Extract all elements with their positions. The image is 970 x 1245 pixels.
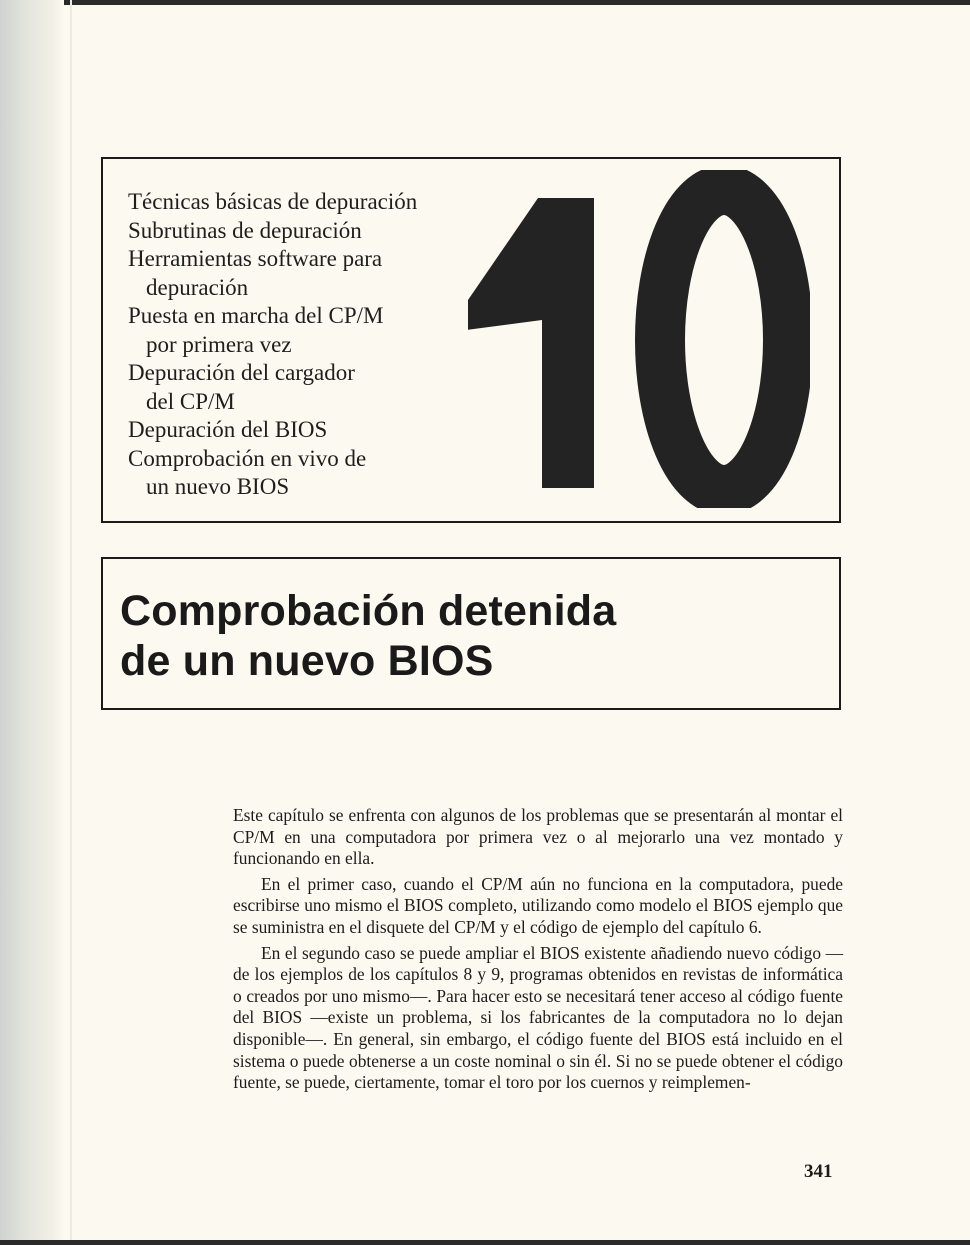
topic-line: Puesta en marcha del CP/M bbox=[128, 303, 384, 328]
topic-line-continued: del CP/M bbox=[146, 388, 235, 414]
topic-item bbox=[128, 302, 417, 359]
chapter-title-line-1: Comprobación detenida bbox=[120, 587, 617, 635]
topic-item bbox=[128, 445, 417, 502]
paragraph: Este capítulo se enfrenta con algunos de los problemas que se presentarán al montar el CP/M en una computadora por primera vez o al mejorarlo una vez montado y funcionando en ella. bbox=[233, 805, 843, 869]
chapter-topics-list bbox=[128, 188, 417, 502]
page-gutter-shadow bbox=[0, 0, 64, 1245]
scan-bottom-edge bbox=[0, 1240, 970, 1245]
chapter-number-digit-zero bbox=[660, 190, 788, 490]
topic-line: Depuración del BIOS bbox=[128, 417, 328, 442]
page-number: 341 bbox=[804, 1161, 833, 1182]
chapter-number-digit-one bbox=[468, 198, 594, 488]
topic-item bbox=[128, 245, 417, 302]
topic-item bbox=[128, 188, 417, 217]
paragraph: En el segundo caso se puede ampliar el BIOS existente añadiendo nuevo código —de los ejemplos de los capítulos 8 y 9, programas obtenidos en revistas de informática o creados por uno mismo—. Para hacer esto se necesitará tener acceso al código fuente del BIOS —existe un problema, si los fabricantes de la computadora no lo dejan disponible—. En general, sin embargo, el código fuente del BIOS está incluido en el sistema o puede obtenerse a un coste nominal o sin él. Si no se puede obtener el código fuente, se puede, ciertamente, tomar el toro por los cuernos y reimplemen- bbox=[233, 942, 843, 1093]
topic-item bbox=[128, 217, 417, 246]
chapter-number-graphic bbox=[468, 170, 810, 508]
paragraph: En el primer caso, cuando el CP/M aún no funciona en la computadora, puede escribirse uno mismo el BIOS completo, utilizando como modelo el BIOS ejemplo que se suministra en el disquete del CP/M y el código de ejemplo del capítulo 6. bbox=[233, 873, 843, 937]
chapter-title-line-2: de un nuevo BIOS bbox=[120, 637, 494, 685]
topic-line: Depuración del cargador bbox=[128, 360, 355, 385]
topic-line-continued: por primera vez bbox=[146, 331, 292, 357]
topic-line: Herramientas software para bbox=[128, 246, 383, 271]
chapter-title bbox=[120, 586, 616, 686]
topic-line: Técnicas básicas de depuración bbox=[128, 189, 418, 214]
topic-item bbox=[128, 359, 417, 416]
gutter-edge bbox=[70, 0, 72, 1245]
scan-top-edge bbox=[0, 0, 970, 5]
chapter-intro-text bbox=[233, 805, 843, 1098]
topic-line: Comprobación en vivo de bbox=[128, 445, 367, 471]
topic-item bbox=[128, 416, 417, 445]
topic-line-continued: un nuevo BIOS bbox=[146, 474, 290, 499]
topic-line-continued: depuración bbox=[146, 274, 249, 300]
topic-line: Subrutinas de depuración bbox=[128, 217, 362, 243]
